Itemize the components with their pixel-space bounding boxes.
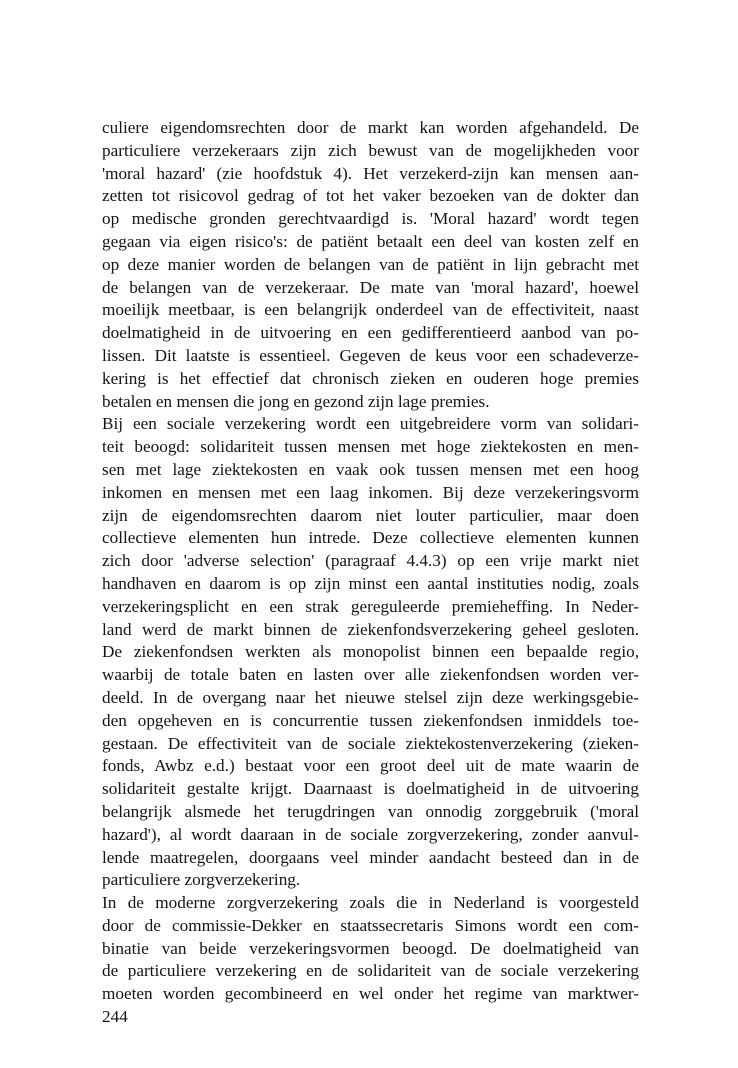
text-line: gegaan via eigen risico's: de patiënt betaalt een deel van kosten zelf en: [102, 231, 639, 251]
page-text-block: [102, 117, 639, 1029]
text-line: den opgeheven en is concurrentie tussen ziekenfondsen inmiddels toe-: [102, 710, 639, 730]
text-line: waarbij de totale baten en lasten over alle ziekenfondsen worden ver-: [102, 665, 639, 685]
text-line: teit beoogd: solidariteit tussen mensen met hoge ziektekosten en men-: [102, 437, 639, 457]
text-line: gestaan. De effectiviteit van de sociale ziektekostenverzekering (zieken-: [102, 733, 639, 753]
text-line: collectieve elementen hun intrede. Deze collectieve elementen kunnen: [102, 528, 639, 548]
text-line: handhaven en daarom is op zijn minst een aantal instituties nodig, zoals: [102, 573, 639, 593]
text-line: moeten worden gecombineerd en wel onder het regime van marktwer-: [102, 984, 639, 1004]
text-line: de belangen van de verzekeraar. De mate van 'moral hazard', hoewel: [102, 277, 639, 297]
text-line: In de moderne zorgverzekering zoals die in Nederland is voorgesteld: [102, 893, 639, 913]
text-line: belangrijk alsmede het terugdringen van onnodig zorggebruik ('moral: [102, 801, 639, 821]
text-line: deeld. In de overgang naar het nieuwe stelsel zijn deze werkingsgebie-: [102, 687, 639, 707]
text-line: De ziekenfondsen werkten als monopolist binnen een bepaalde regio,: [102, 642, 639, 662]
text-line: particuliere verzekeraars zijn zich bewust van de mogelijkheden voor: [102, 140, 639, 160]
page-number: 244: [102, 1007, 128, 1027]
text-line: fonds, Awbz e.d.) bestaat voor een groot deel uit de mate waarin de: [102, 756, 639, 776]
text-line: moeilijk meetbaar, is een belangrijk onderdeel van de effectiviteit, naast: [102, 300, 639, 320]
text-line: zetten tot risicovol gedrag of tot het vaker bezoeken van de dokter dan: [102, 186, 639, 206]
text-line: 'moral hazard' (zie hoofdstuk 4). Het verzekerd-zijn kan mensen aan-: [102, 163, 639, 183]
text-line: betalen en mensen die jong en gezond zijn lage premies.: [102, 391, 490, 411]
text-line: op deze manier worden de belangen van de patiënt in lijn gebracht met: [102, 254, 639, 274]
text-line: hazard'), al wordt daaraan in de sociale zorgverzekering, zonder aanvul-: [102, 824, 639, 844]
text-line: kering is het effectief dat chronisch zieken en ouderen hoge premies: [102, 368, 639, 388]
text-line: binatie van beide verzekeringsvormen beoogd. De doelmatigheid van: [102, 938, 639, 958]
text-line: particuliere zorgverzekering.: [102, 870, 301, 890]
text-line: op medische gronden gerechtvaardigd is. 'Moral hazard' wordt tegen: [102, 209, 639, 229]
text-line: zijn de eigendomsrechten daarom niet louter particulier, maar doen: [102, 505, 639, 525]
text-line: de particuliere verzekering en de solidariteit van de sociale verzekering: [102, 961, 639, 981]
text-line: verzekeringsplicht en een strak gereguleerde premieheffing. In Neder-: [102, 596, 639, 616]
text-line: solidariteit gestalte krijgt. Daarnaast is doelmatigheid in de uitvoering: [102, 779, 639, 799]
text-line: Bij een sociale verzekering wordt een uitgebreidere vorm van solidari-: [102, 414, 639, 434]
text-line: culiere eigendomsrechten door de markt kan worden afgehandeld. De: [102, 118, 639, 137]
text-line: land werd de markt binnen de ziekenfondsverzekering geheel gesloten.: [102, 619, 639, 639]
text-line: door de commissie-Dekker en staatssecretaris Simons wordt een com-: [102, 915, 639, 935]
text-line: lissen. Dit laatste is essentieel. Gegeven de keus voor een schadeverze-: [102, 345, 639, 365]
text-line: sen met lage ziektekosten en vaak ook tussen mensen met een hoog: [102, 459, 639, 479]
text-line: doelmatigheid in de uitvoering en een gedifferentieerd aanbod van po-: [102, 323, 639, 343]
text-line: inkomen en mensen met een laag inkomen. Bij deze verzekeringsvorm: [102, 482, 639, 502]
text-line: zich door 'adverse selection' (paragraaf 4.4.3) op een vrije markt niet: [102, 551, 639, 571]
text-line: lende maatregelen, doorgaans veel minder aandacht besteed dan in de: [102, 847, 639, 867]
